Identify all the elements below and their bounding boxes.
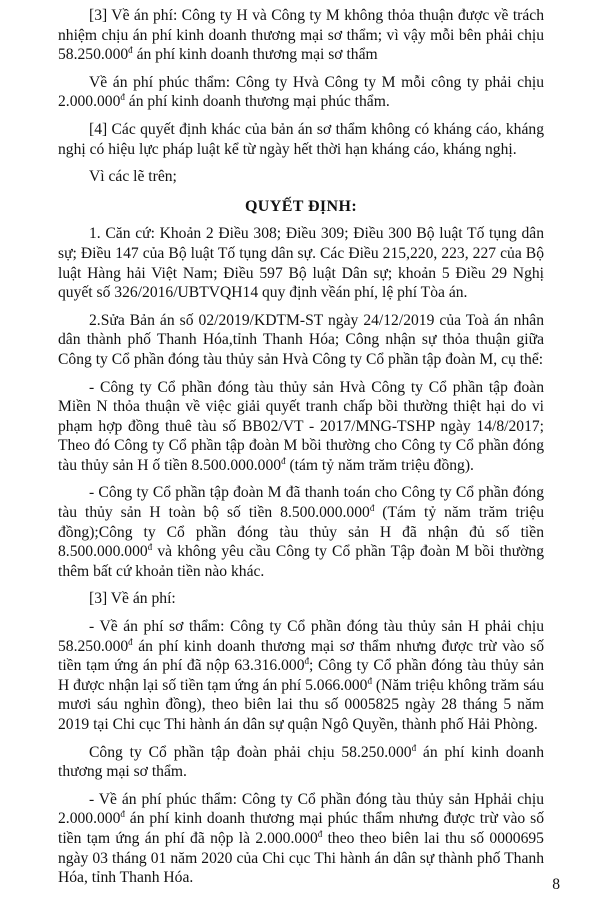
- paragraph: Về án phí phúc thẩm: Công ty Hvà Công ty M mỗi công ty phải chịu $2.000.000^đ$ án phí kinh doanh thương mại phúc thẩm.: [58, 73, 544, 111]
- document-body: [58, 6, 544, 888]
- currency-superscript: đ: [304, 656, 310, 667]
- paragraph: [4] Các quyết định khác của bản án sơ thẩm không có kháng cáo, kháng nghị có hiệu lực pháp luật kể từ ngày hết thời hạn kháng cáo, kháng nghị.: [58, 120, 544, 158]
- currency-superscript: đ: [411, 742, 417, 753]
- paragraph: Vì các lẽ trên;: [89, 168, 177, 186]
- decision-heading: QUYẾT ĐỊNH:: [244, 197, 358, 215]
- currency-superscript: đ: [147, 542, 153, 553]
- currency-superscript: đ: [317, 828, 323, 839]
- paragraph: [3] Về án phí:: [89, 590, 176, 608]
- currency-superscript: đ: [281, 455, 286, 466]
- paragraph: 1. Căn cứ: Khoản 2 Điều 308; Điều 309; Điều 300 Bộ luật Tố tụng dân sự; Điều 147 của Bộ luật Tố tụng dân sự. Các Điều 215,220, 223, 227 của Bộ luật Hàng hải Việt Nam; Điều 597 Bộ luật Dân sự; khoản 5 Điều 29 Nghị quyết số 326/2016/UBTVQH14 quy định vềán phí, lệ phí Tòa án.: [58, 225, 544, 302]
- paragraph: 2.Sửa Bản án số 02/2019/KDTM-ST ngày 24/12/2019 của Toà án nhân dân thành phố Thanh Hóa,tỉnh Thanh Hóa; Công nhận sự thỏa thuận giữa Công ty Cổ phần đóng tàu thủy sản Hvà Công ty Cổ phần tập đoàn M, cụ thể:: [58, 311, 544, 368]
- paragraph: [3] Về án phí: Công ty H và Công ty M không thỏa thuận được về trách nhiệm chịu án phí kinh doanh thương mại sơ thẩm; vì vậy mỗi bên phải chịu $58.250.000^đ$ án phí kinh doanh thương mại sơ thẩm: [58, 7, 544, 64]
- currency-superscript: đ: [120, 809, 125, 820]
- currency-superscript: đ: [369, 503, 375, 514]
- paragraph: - Về án phí sơ thẩm: Công ty Cổ phần đóng tàu thủy sản H phải chịu $58.250.000^đ$ án phí kinh doanh thương mại sơ thẩm nhưng được trừ vào số tiền tạm ứng án phí đã nộp $63.316.000^đ$; Công ty Cổ phần đóng tàu thủy sản H được nhận lại số tiền tạm ứng án phí $5.066.000^đ$ (Năm triệu không trăm sáu mươi sáu nghìn đồng), theo biên lai thu số 0005825 ngày 28 tháng 5 năm 2019 tại Chi cục Thi hành án dân sự quận Ngô Quyền, thành phố Hải Phòng.: [58, 618, 545, 733]
- page-number: 8: [552, 876, 560, 894]
- paragraph: Công ty Cổ phần tập đoàn phải chịu $58.250.000^đ$ án phí kinh doanh thương mại sơ thẩm.: [58, 742, 544, 781]
- currency-superscript: đ: [128, 636, 133, 647]
- currency-superscript: đ: [367, 675, 372, 686]
- paragraph: - Công ty Cổ phần đóng tàu thủy sản Hvà Công ty Cổ phần tập đoàn Miền N thỏa thuận về việc giải quyết tranh chấp bồi thường thiệt hại do vi phạm hợp đồng thuê tàu số BB02/VT - 2017/MNG-TSHP ngày 14/8/2017; Theo đó Công ty Cổ phần tập đoàn M bồi thường cho Công ty Cổ phần đóng tàu thủy sản H ố tiền $8.500.000.000^đ$ (tám tỷ năm trăm triệu đồng).: [58, 378, 544, 474]
- currency-superscript: đ: [128, 45, 133, 56]
- paragraph: - Về án phí phúc thẩm: Công ty Cổ phần đóng tàu thủy sản Hphải chịu $2.000.000^đ$ án phí kinh doanh thương mại phúc thẩm nhưng được trừ vào số tiền tạm ứng án phí đã nộp là $2.000.000^đ$ theo theo biên lai thu số 0000695 ngày 03 tháng 01 năm 2020 của Chi cục Thi hành án dân sự thành phố Thanh Hóa, tỉnh Thanh Hóa.: [58, 790, 544, 887]
- paragraph: - Công ty Cổ phần tập đoàn M đã thanh toán cho Công ty Cổ phần đóng tàu thủy sản H toàn bộ số tiền $8.500.000.000^đ$ (Tám tỷ năm trăm triệu đồng);Công ty Cổ phần đóng tàu thủy sản H đã nhận đủ số tiền $8.500.000.000^đ$ và không yêu cầu Công ty Cổ phần Tập đoàn M bồi thường thêm bất cứ khoản tiền nào khác.: [58, 484, 544, 580]
- currency-superscript: đ: [120, 92, 125, 103]
